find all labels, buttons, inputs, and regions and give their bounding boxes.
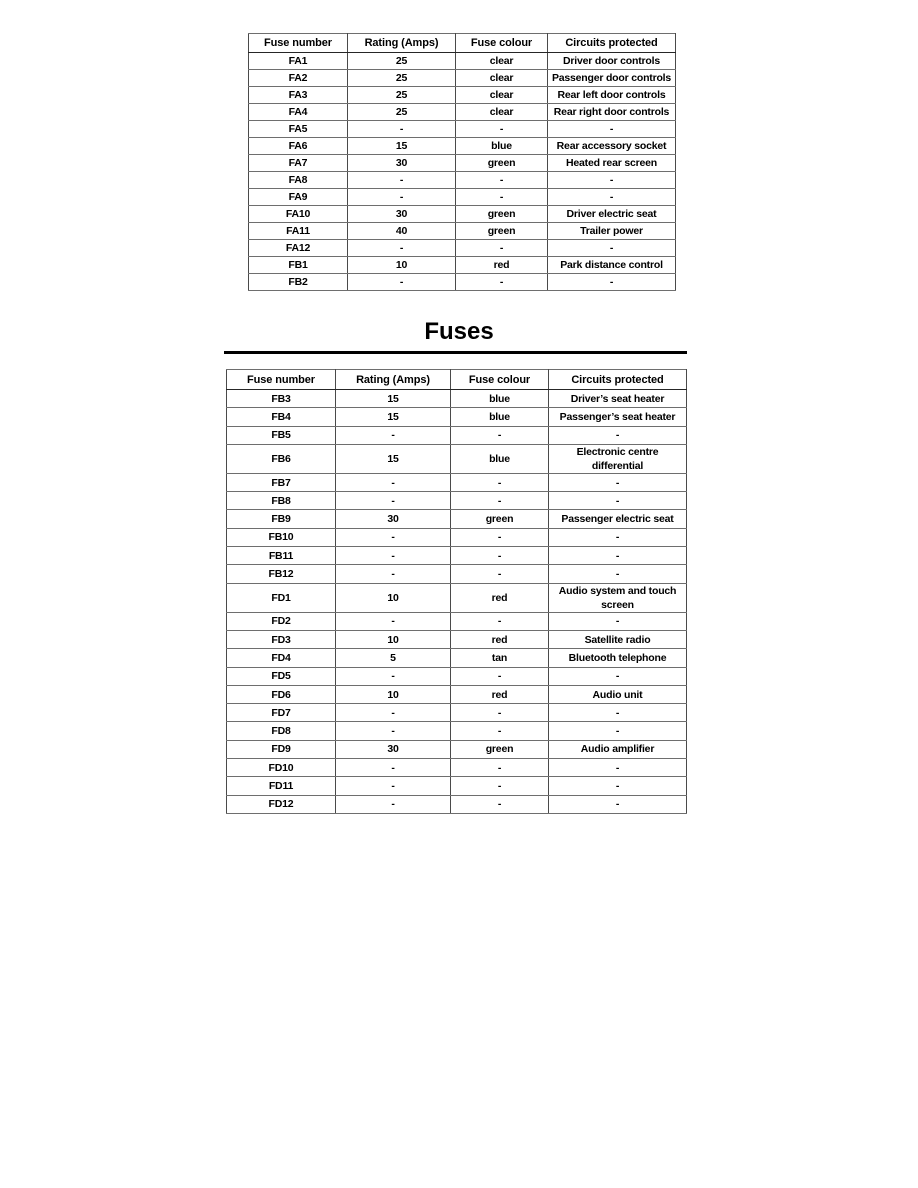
cell-fuse-colour: green xyxy=(451,740,549,758)
table-row xyxy=(249,223,676,240)
cell-fuse-colour: red xyxy=(451,685,549,703)
cell-fuse-colour: blue xyxy=(451,444,549,473)
table-row xyxy=(227,740,687,758)
cell-fuse-colour: green xyxy=(456,223,548,240)
table-row xyxy=(227,565,687,583)
table-row xyxy=(249,104,676,121)
table-row xyxy=(227,547,687,565)
cell-fuse-colour: - xyxy=(451,722,549,740)
cell-rating-amps: 5 xyxy=(336,649,451,667)
cell-circuits-protected: Heated rear screen xyxy=(548,155,676,172)
cell-fuse-number: FD1 xyxy=(227,583,336,612)
cell-fuse-number: FB2 xyxy=(249,274,348,291)
table-row xyxy=(227,667,687,685)
cell-fuse-number: FB11 xyxy=(227,547,336,565)
table-row xyxy=(227,583,687,612)
cell-rating-amps: - xyxy=(336,473,451,491)
table-header xyxy=(227,370,687,390)
cell-rating-amps: 30 xyxy=(348,206,456,223)
cell-circuits-protected: - xyxy=(549,704,687,722)
cell-fuse-colour: blue xyxy=(456,138,548,155)
cell-rating-amps: 10 xyxy=(336,685,451,703)
cell-circuits-protected: - xyxy=(549,722,687,740)
cell-fuse-number: FA10 xyxy=(249,206,348,223)
cell-fuse-colour: - xyxy=(451,426,549,444)
cell-circuits-protected: - xyxy=(549,667,687,685)
table-row xyxy=(249,155,676,172)
column-header-fuse-colour: Fuse colour xyxy=(451,370,549,390)
cell-fuse-colour: clear xyxy=(456,53,548,70)
cell-rating-amps: 25 xyxy=(348,104,456,121)
cell-fuse-colour: green xyxy=(456,155,548,172)
table-row xyxy=(227,390,687,408)
cell-circuits-protected: Driver door controls xyxy=(548,53,676,70)
cell-fuse-number: FA3 xyxy=(249,87,348,104)
cell-fuse-colour: - xyxy=(451,777,549,795)
cell-fuse-number: FA12 xyxy=(249,240,348,257)
cell-fuse-colour: clear xyxy=(456,87,548,104)
cell-fuse-number: FB5 xyxy=(227,426,336,444)
cell-circuits-protected: Bluetooth telephone xyxy=(549,649,687,667)
cell-circuits-protected: - xyxy=(548,172,676,189)
table-row xyxy=(227,759,687,777)
cell-circuits-protected: Driver electric seat xyxy=(548,206,676,223)
table-row xyxy=(249,257,676,274)
cell-fuse-colour: - xyxy=(451,612,549,630)
table-row xyxy=(227,492,687,510)
table-body xyxy=(227,390,687,814)
cell-rating-amps: - xyxy=(336,528,451,546)
cell-fuse-colour: - xyxy=(456,121,548,138)
cell-fuse-number: FD7 xyxy=(227,704,336,722)
table-row xyxy=(227,426,687,444)
cell-rating-amps: 25 xyxy=(348,53,456,70)
column-header-rating: Rating (Amps) xyxy=(348,34,456,53)
cell-circuits-protected: Audio unit xyxy=(549,685,687,703)
cell-fuse-number: FD3 xyxy=(227,630,336,648)
cell-fuse-number: FB4 xyxy=(227,408,336,426)
cell-circuits-protected: Rear accessory socket xyxy=(548,138,676,155)
table-row xyxy=(249,53,676,70)
cell-rating-amps: - xyxy=(336,667,451,685)
cell-circuits-protected: Passenger door controls xyxy=(548,70,676,87)
cell-fuse-number: FA4 xyxy=(249,104,348,121)
cell-circuits-protected: Electronic centre differential xyxy=(549,444,687,473)
cell-fuse-number: FB9 xyxy=(227,510,336,528)
cell-rating-amps: 40 xyxy=(348,223,456,240)
cell-rating-amps: 15 xyxy=(336,444,451,473)
cell-fuse-number: FA6 xyxy=(249,138,348,155)
cell-circuits-protected: Satellite radio xyxy=(549,630,687,648)
cell-fuse-colour: - xyxy=(451,795,549,813)
cell-circuits-protected: - xyxy=(548,121,676,138)
table-row xyxy=(227,510,687,528)
cell-rating-amps: 30 xyxy=(348,155,456,172)
cell-rating-amps: 30 xyxy=(336,510,451,528)
table-row xyxy=(227,649,687,667)
table-row xyxy=(249,87,676,104)
page-title: Fuses xyxy=(424,318,494,345)
table-header-row xyxy=(227,370,687,390)
cell-fuse-number: FD12 xyxy=(227,795,336,813)
cell-fuse-number: FD9 xyxy=(227,740,336,758)
column-header-fuse-number: Fuse number xyxy=(249,34,348,53)
column-header-rating: Rating (Amps) xyxy=(336,370,451,390)
table-row xyxy=(227,685,687,703)
cell-fuse-number: FA9 xyxy=(249,189,348,206)
cell-fuse-number: FD4 xyxy=(227,649,336,667)
cell-rating-amps: - xyxy=(336,565,451,583)
cell-rating-amps: 25 xyxy=(348,87,456,104)
cell-fuse-number: FA5 xyxy=(249,121,348,138)
cell-circuits-protected: - xyxy=(549,759,687,777)
cell-circuits-protected: - xyxy=(549,426,687,444)
cell-fuse-colour: green xyxy=(456,206,548,223)
cell-rating-amps: - xyxy=(336,777,451,795)
cell-fuse-colour: - xyxy=(456,274,548,291)
cell-fuse-colour: red xyxy=(456,257,548,274)
cell-circuits-protected: Driver’s seat heater xyxy=(549,390,687,408)
table-row xyxy=(249,240,676,257)
cell-fuse-number: FA7 xyxy=(249,155,348,172)
table-row xyxy=(227,704,687,722)
table-row xyxy=(249,206,676,223)
cell-circuits-protected: - xyxy=(549,547,687,565)
table-row xyxy=(249,274,676,291)
cell-fuse-colour: blue xyxy=(451,408,549,426)
cell-rating-amps: - xyxy=(336,426,451,444)
table-row xyxy=(227,630,687,648)
cell-fuse-colour: - xyxy=(451,547,549,565)
cell-fuse-colour: green xyxy=(451,510,549,528)
cell-circuits-protected: Passenger electric seat xyxy=(549,510,687,528)
table-row xyxy=(227,528,687,546)
cell-fuse-number: FA1 xyxy=(249,53,348,70)
cell-fuse-number: FD10 xyxy=(227,759,336,777)
cell-rating-amps: - xyxy=(348,240,456,257)
column-header-circuits-protected: Circuits protected xyxy=(548,34,676,53)
cell-fuse-colour: - xyxy=(451,759,549,777)
cell-fuse-number: FB3 xyxy=(227,390,336,408)
cell-fuse-number: FB1 xyxy=(249,257,348,274)
table-row xyxy=(227,473,687,491)
cell-rating-amps: - xyxy=(336,547,451,565)
cell-rating-amps: 10 xyxy=(336,583,451,612)
cell-rating-amps: 25 xyxy=(348,70,456,87)
table-header-row xyxy=(249,34,676,53)
heading-divider xyxy=(224,351,687,354)
cell-circuits-protected: Rear right door controls xyxy=(548,104,676,121)
cell-fuse-colour: - xyxy=(451,667,549,685)
cell-rating-amps: - xyxy=(336,704,451,722)
cell-fuse-colour: blue xyxy=(451,390,549,408)
table-row xyxy=(227,722,687,740)
column-header-fuse-colour: Fuse colour xyxy=(456,34,548,53)
column-header-circuits-protected: Circuits protected xyxy=(549,370,687,390)
cell-rating-amps: 15 xyxy=(336,408,451,426)
cell-rating-amps: 10 xyxy=(336,630,451,648)
cell-circuits-protected: - xyxy=(548,274,676,291)
column-header-fuse-number: Fuse number xyxy=(227,370,336,390)
table-row xyxy=(227,795,687,813)
table-row xyxy=(249,121,676,138)
table-row xyxy=(227,408,687,426)
cell-fuse-colour: - xyxy=(451,704,549,722)
cell-circuits-protected: - xyxy=(548,240,676,257)
cell-fuse-number: FD11 xyxy=(227,777,336,795)
cell-circuits-protected: - xyxy=(549,473,687,491)
cell-rating-amps: 10 xyxy=(348,257,456,274)
cell-circuits-protected: Trailer power xyxy=(548,223,676,240)
cell-rating-amps: - xyxy=(336,759,451,777)
cell-rating-amps: - xyxy=(336,722,451,740)
cell-circuits-protected: Rear left door controls xyxy=(548,87,676,104)
cell-fuse-colour: - xyxy=(456,240,548,257)
cell-fuse-number: FB10 xyxy=(227,528,336,546)
cell-fuse-number: FA8 xyxy=(249,172,348,189)
cell-fuse-colour: - xyxy=(451,492,549,510)
cell-fuse-colour: red xyxy=(451,630,549,648)
cell-fuse-number: FB12 xyxy=(227,565,336,583)
cell-fuse-number: FA2 xyxy=(249,70,348,87)
cell-circuits-protected: Passenger’s seat heater xyxy=(549,408,687,426)
cell-fuse-number: FB7 xyxy=(227,473,336,491)
table-row xyxy=(249,172,676,189)
cell-fuse-number: FD8 xyxy=(227,722,336,740)
cell-fuse-colour: - xyxy=(456,189,548,206)
cell-fuse-number: FA11 xyxy=(249,223,348,240)
cell-rating-amps: - xyxy=(348,189,456,206)
table-row xyxy=(227,777,687,795)
table-row xyxy=(227,612,687,630)
cell-rating-amps: - xyxy=(336,612,451,630)
cell-rating-amps: 15 xyxy=(336,390,451,408)
cell-fuse-colour: tan xyxy=(451,649,549,667)
table-row xyxy=(249,138,676,155)
cell-fuse-number: FB8 xyxy=(227,492,336,510)
cell-rating-amps: 15 xyxy=(348,138,456,155)
cell-rating-amps: - xyxy=(348,172,456,189)
table-row xyxy=(249,70,676,87)
table-row xyxy=(249,189,676,206)
cell-circuits-protected: Audio amplifier xyxy=(549,740,687,758)
table-row xyxy=(227,444,687,473)
fuse-table-lower xyxy=(226,369,687,814)
cell-circuits-protected: - xyxy=(549,565,687,583)
cell-fuse-number: FB6 xyxy=(227,444,336,473)
cell-fuse-colour: - xyxy=(456,172,548,189)
table-header xyxy=(249,34,676,53)
table-body xyxy=(249,53,676,291)
cell-rating-amps: - xyxy=(336,492,451,510)
cell-rating-amps: - xyxy=(348,274,456,291)
fuse-table-upper xyxy=(248,33,676,291)
cell-circuits-protected: Audio system and touch screen xyxy=(549,583,687,612)
cell-circuits-protected: - xyxy=(549,612,687,630)
cell-fuse-colour: - xyxy=(451,473,549,491)
cell-fuse-colour: red xyxy=(451,583,549,612)
cell-fuse-colour: - xyxy=(451,528,549,546)
cell-fuse-colour: clear xyxy=(456,70,548,87)
cell-rating-amps: - xyxy=(336,795,451,813)
cell-fuse-colour: clear xyxy=(456,104,548,121)
cell-circuits-protected: Park distance control xyxy=(548,257,676,274)
cell-rating-amps: - xyxy=(348,121,456,138)
cell-fuse-number: FD6 xyxy=(227,685,336,703)
cell-circuits-protected: - xyxy=(549,777,687,795)
cell-fuse-number: FD5 xyxy=(227,667,336,685)
cell-circuits-protected: - xyxy=(549,528,687,546)
cell-circuits-protected: - xyxy=(549,492,687,510)
cell-circuits-protected: - xyxy=(548,189,676,206)
cell-rating-amps: 30 xyxy=(336,740,451,758)
cell-circuits-protected: - xyxy=(549,795,687,813)
cell-fuse-colour: - xyxy=(451,565,549,583)
cell-fuse-number: FD2 xyxy=(227,612,336,630)
